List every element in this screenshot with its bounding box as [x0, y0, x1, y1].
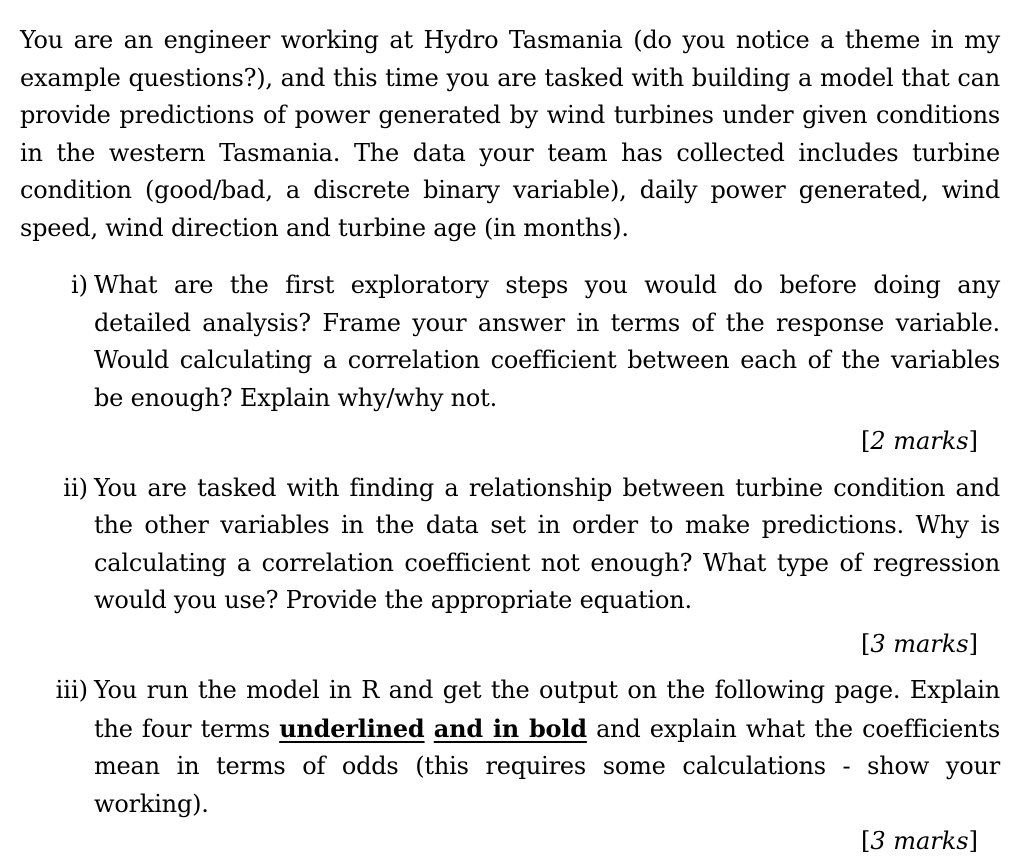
marks-open-bracket: [ [860, 827, 871, 855]
marks-value: 3 marks [870, 629, 969, 658]
question-number: i) [70, 271, 88, 299]
marks-open-bracket: [ [860, 427, 871, 455]
question-item [20, 267, 1000, 461]
marks-label [94, 626, 1000, 664]
question-text-start: You run the model in R and get the output on the following page. Explain the four terms [94, 676, 1000, 743]
marks-close-bracket: ] [968, 629, 978, 658]
underlined-bold-term: and in bold [433, 713, 587, 743]
marks-value: 2 marks [870, 427, 969, 455]
question-item [20, 470, 1000, 664]
marks-close-bracket: ] [968, 427, 978, 455]
question-text: You are tasked with finding a relationship between turbine condition and the other variables in the data set in order to make predictions. Why is calculating a correlation coefficient not enough? What type of regression would you use? Provide the appropriate equation. [94, 473, 1000, 614]
marks-value: 3 marks [870, 827, 969, 855]
marks-close-bracket: ] [968, 827, 978, 855]
marks-label [94, 423, 1000, 461]
question-number: ii) [63, 473, 88, 502]
intro-paragraph: You are an engineer working at Hydro Tasmania (do you notice a theme in my example questions?), and this time you are tasked with building a model that can provide predictions of power generated by wind turbines under given conditions in the western Tasmania. The data your team has collected includes turbine condition (good/bad, a discrete binary variable), daily power generated, wind speed, wind direction and turbine age (in months). [20, 26, 1000, 242]
underlined-bold-term: underlined [279, 713, 425, 743]
question-number: iii) [55, 676, 88, 704]
marks-open-bracket: [ [860, 629, 871, 658]
question-text-end: and explain what the coefficients mean in terms of odds (this requires some calculations - show your working). [94, 714, 1000, 818]
marks-label [94, 823, 1000, 861]
exam-question-page [20, 22, 1000, 861]
question-item [20, 672, 1000, 861]
question-text: What are the first exploratory steps you would do before doing any detailed analysis? Frame your answer in terms of the response variable. Would calculating a correlation coefficient between each of the variables be enough? Explain why/why not. [94, 271, 1000, 412]
question-text [94, 672, 1000, 823]
question-list [20, 267, 1000, 861]
